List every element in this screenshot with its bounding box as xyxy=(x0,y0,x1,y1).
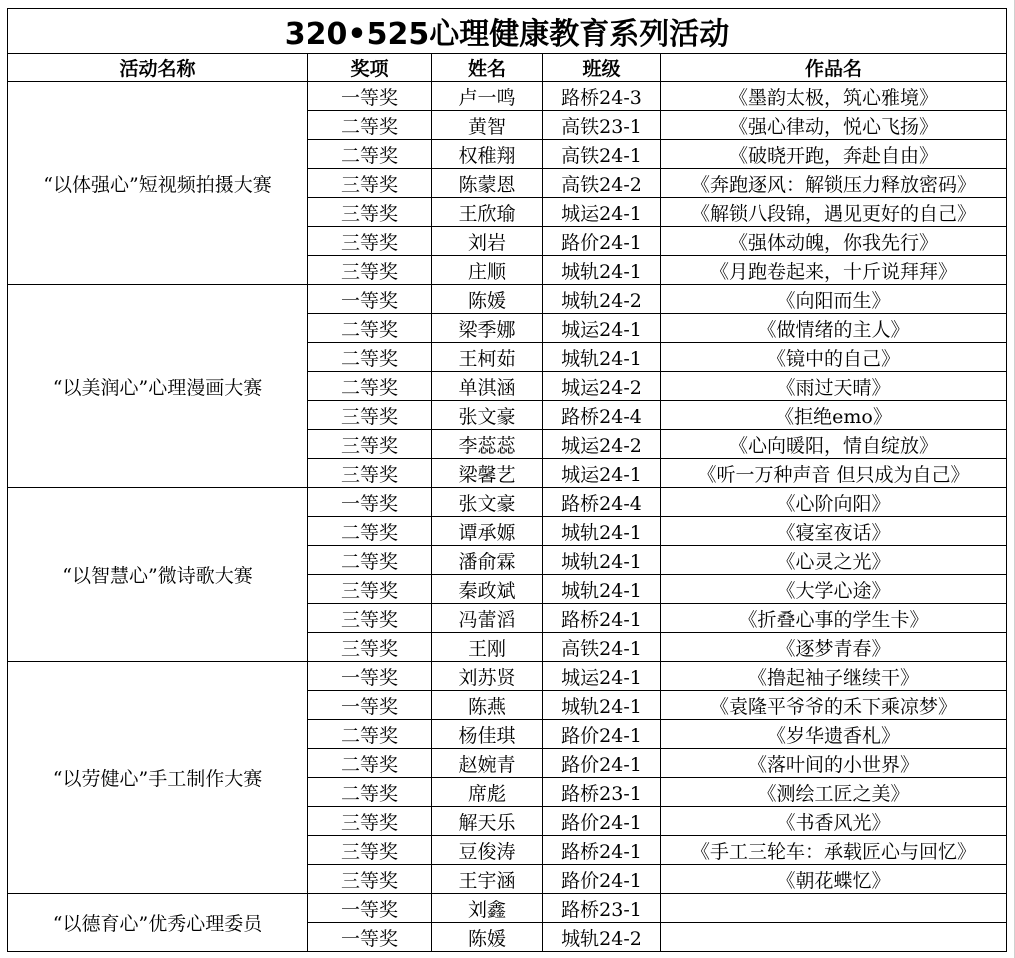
activity-name-cell[interactable]: “以体强心”短视频拍摄大赛 xyxy=(8,82,308,285)
name-cell[interactable]: 王欣瑜 xyxy=(432,198,543,227)
name-cell[interactable]: 刘鑫 xyxy=(432,894,543,923)
work-cell[interactable]: 《镜中的自己》 xyxy=(661,343,1007,372)
class-cell[interactable]: 城运24-1 xyxy=(543,662,661,691)
name-cell[interactable]: 卢一鸣 xyxy=(432,82,543,111)
name-cell[interactable]: 王宇涵 xyxy=(432,865,543,894)
table-row xyxy=(8,894,1007,923)
awards-table xyxy=(7,8,1007,952)
class-cell[interactable]: 城轨24-1 xyxy=(543,691,661,720)
work-cell[interactable]: 《书香风光》 xyxy=(661,807,1007,836)
class-cell[interactable]: 路桥24-1 xyxy=(543,836,661,865)
award-cell[interactable]: 三等奖 xyxy=(308,633,432,662)
award-cell[interactable]: 三等奖 xyxy=(308,575,432,604)
class-cell[interactable]: 路价24-1 xyxy=(543,807,661,836)
award-cell[interactable]: 二等奖 xyxy=(308,778,432,807)
name-cell[interactable]: 陈燕 xyxy=(432,691,543,720)
name-cell[interactable]: 李蕊蕊 xyxy=(432,430,543,459)
table-row xyxy=(8,285,1007,314)
award-cell[interactable]: 一等奖 xyxy=(308,488,432,517)
work-cell[interactable]: 《月跑卷起来，十斤说拜拜》 xyxy=(661,256,1007,285)
class-cell[interactable]: 路桥24-1 xyxy=(543,604,661,633)
award-cell[interactable]: 三等奖 xyxy=(308,198,432,227)
name-cell[interactable]: 谭承嫄 xyxy=(432,517,543,546)
table-row xyxy=(8,488,1007,517)
class-cell[interactable]: 城轨24-1 xyxy=(543,546,661,575)
work-cell[interactable]: 《解锁八段锦，遇见更好的自己》 xyxy=(661,198,1007,227)
award-cell[interactable]: 二等奖 xyxy=(308,720,432,749)
name-cell[interactable]: 张文豪 xyxy=(432,488,543,517)
work-cell[interactable]: 《岁华遗香札》 xyxy=(661,720,1007,749)
work-cell[interactable]: 《破晓开跑，奔赴自由》 xyxy=(661,140,1007,169)
name-cell[interactable]: 单淇涵 xyxy=(432,372,543,401)
award-cell[interactable]: 二等奖 xyxy=(308,343,432,372)
award-cell[interactable]: 一等奖 xyxy=(308,691,432,720)
name-cell[interactable]: 庄顺 xyxy=(432,256,543,285)
name-cell[interactable]: 席彪 xyxy=(432,778,543,807)
class-cell[interactable]: 路价24-1 xyxy=(543,227,661,256)
name-cell[interactable]: 王柯茹 xyxy=(432,343,543,372)
award-cell[interactable]: 一等奖 xyxy=(308,923,432,952)
name-cell[interactable]: 陈媛 xyxy=(432,923,543,952)
work-cell[interactable]: 《拒绝emo》 xyxy=(661,401,1007,430)
award-cell[interactable]: 二等奖 xyxy=(308,111,432,140)
name-cell[interactable]: 潘俞霖 xyxy=(432,546,543,575)
name-cell[interactable]: 冯蕾滔 xyxy=(432,604,543,633)
award-cell[interactable]: 三等奖 xyxy=(308,807,432,836)
class-cell[interactable]: 城运24-1 xyxy=(543,314,661,343)
work-cell[interactable]: 《强体动魄，你我先行》 xyxy=(661,227,1007,256)
work-cell[interactable]: 《大学心途》 xyxy=(661,575,1007,604)
class-cell[interactable]: 城轨24-1 xyxy=(543,517,661,546)
work-cell[interactable]: 《落叶间的小世界》 xyxy=(661,749,1007,778)
class-cell[interactable]: 城运24-2 xyxy=(543,430,661,459)
class-cell[interactable]: 高铁24-1 xyxy=(543,140,661,169)
work-cell[interactable]: 《心灵之光》 xyxy=(661,546,1007,575)
name-cell[interactable]: 梁季娜 xyxy=(432,314,543,343)
header-class[interactable]: 班级 xyxy=(543,54,661,82)
name-cell[interactable]: 杨佳琪 xyxy=(432,720,543,749)
name-cell[interactable]: 陈蒙恩 xyxy=(432,169,543,198)
class-cell[interactable]: 路桥24-4 xyxy=(543,401,661,430)
award-cell[interactable]: 二等奖 xyxy=(308,372,432,401)
table-row xyxy=(8,662,1007,691)
work-cell[interactable]: 《心阶向阳》 xyxy=(661,488,1007,517)
work-cell[interactable]: 《袁隆平爷爷的禾下乘凉梦》 xyxy=(661,691,1007,720)
award-cell[interactable]: 二等奖 xyxy=(308,314,432,343)
header-award[interactable]: 奖项 xyxy=(308,54,432,82)
award-cell[interactable]: 二等奖 xyxy=(308,749,432,778)
class-cell[interactable]: 路桥24-4 xyxy=(543,488,661,517)
award-cell[interactable]: 一等奖 xyxy=(308,894,432,923)
award-cell[interactable]: 一等奖 xyxy=(308,662,432,691)
class-cell[interactable]: 路价24-1 xyxy=(543,865,661,894)
work-cell[interactable]: 《寝室夜话》 xyxy=(661,517,1007,546)
activity-name-cell[interactable]: “以德育心”优秀心理委员 xyxy=(8,894,308,952)
award-cell[interactable]: 一等奖 xyxy=(308,82,432,111)
class-cell[interactable]: 城运24-1 xyxy=(543,198,661,227)
work-cell[interactable]: 《撸起袖子继续干》 xyxy=(661,662,1007,691)
work-cell[interactable]: 《强心律动，悦心飞扬》 xyxy=(661,111,1007,140)
work-cell[interactable]: 《折叠心事的学生卡》 xyxy=(661,604,1007,633)
name-cell[interactable]: 刘岩 xyxy=(432,227,543,256)
class-cell[interactable]: 路桥23-1 xyxy=(543,778,661,807)
name-cell[interactable]: 赵婉青 xyxy=(432,749,543,778)
work-cell[interactable]: 《测绘工匠之美》 xyxy=(661,778,1007,807)
table-row xyxy=(8,82,1007,111)
class-cell[interactable]: 城运24-2 xyxy=(543,372,661,401)
class-cell[interactable]: 路桥24-3 xyxy=(543,82,661,111)
class-cell[interactable]: 城运24-1 xyxy=(543,459,661,488)
work-cell[interactable]: 《向阳而生》 xyxy=(661,285,1007,314)
class-cell[interactable]: 城轨24-2 xyxy=(543,923,661,952)
class-cell[interactable]: 城轨24-1 xyxy=(543,343,661,372)
work-cell[interactable]: 《手工三轮车：承载匠心与回忆》 xyxy=(661,836,1007,865)
class-cell[interactable]: 城轨24-1 xyxy=(543,575,661,604)
work-cell[interactable] xyxy=(661,894,1007,923)
work-cell[interactable]: 《雨过天晴》 xyxy=(661,372,1007,401)
name-cell[interactable]: 权稚翔 xyxy=(432,140,543,169)
name-cell[interactable]: 刘苏贤 xyxy=(432,662,543,691)
name-cell[interactable]: 豆俊涛 xyxy=(432,836,543,865)
work-cell[interactable] xyxy=(661,923,1007,952)
name-cell[interactable]: 秦政斌 xyxy=(432,575,543,604)
name-cell[interactable]: 梁馨艺 xyxy=(432,459,543,488)
work-cell[interactable]: 《逐梦青春》 xyxy=(661,633,1007,662)
header-activity[interactable]: 活动名称 xyxy=(8,54,308,82)
work-cell[interactable]: 《听一万种声音 但只成为自己》 xyxy=(661,459,1007,488)
class-cell[interactable]: 高铁23-1 xyxy=(543,111,661,140)
page-title[interactable]: 320•525心理健康教育系列活动 xyxy=(8,9,1007,54)
class-cell[interactable]: 城轨24-2 xyxy=(543,285,661,314)
header-work[interactable]: 作品名 xyxy=(661,54,1007,82)
name-cell[interactable]: 王刚 xyxy=(432,633,543,662)
name-cell[interactable]: 陈媛 xyxy=(432,285,543,314)
class-cell[interactable]: 路价24-1 xyxy=(543,720,661,749)
award-cell[interactable]: 三等奖 xyxy=(308,169,432,198)
award-cell[interactable]: 三等奖 xyxy=(308,227,432,256)
award-cell[interactable]: 二等奖 xyxy=(308,140,432,169)
header-name[interactable]: 姓名 xyxy=(432,54,543,82)
name-cell[interactable]: 张文豪 xyxy=(432,401,543,430)
award-cell[interactable]: 三等奖 xyxy=(308,836,432,865)
award-cell[interactable]: 二等奖 xyxy=(308,517,432,546)
award-cell[interactable]: 二等奖 xyxy=(308,546,432,575)
name-cell[interactable]: 黄智 xyxy=(432,111,543,140)
work-cell[interactable]: 《奔跑逐风：解锁压力释放密码》 xyxy=(661,169,1007,198)
award-cell[interactable]: 三等奖 xyxy=(308,256,432,285)
activity-name-cell[interactable]: “以劳健心”手工制作大赛 xyxy=(8,662,308,894)
class-cell[interactable]: 高铁24-1 xyxy=(543,633,661,662)
class-cell[interactable]: 路桥23-1 xyxy=(543,894,661,923)
work-cell[interactable]: 《做情绪的主人》 xyxy=(661,314,1007,343)
name-cell[interactable]: 解天乐 xyxy=(432,807,543,836)
class-cell[interactable]: 城轨24-1 xyxy=(543,256,661,285)
award-cell[interactable]: 三等奖 xyxy=(308,459,432,488)
work-cell[interactable]: 《朝花蝶忆》 xyxy=(661,865,1007,894)
work-cell[interactable]: 《墨韵太极，筑心雅境》 xyxy=(661,82,1007,111)
work-cell[interactable]: 《心向暖阳，情自绽放》 xyxy=(661,430,1007,459)
class-cell[interactable]: 路价24-1 xyxy=(543,749,661,778)
activity-name-cell[interactable]: “以智慧心”微诗歌大赛 xyxy=(8,488,308,662)
award-cell[interactable]: 三等奖 xyxy=(308,401,432,430)
award-cell[interactable]: 三等奖 xyxy=(308,865,432,894)
class-cell[interactable]: 高铁24-2 xyxy=(543,169,661,198)
award-cell[interactable]: 三等奖 xyxy=(308,430,432,459)
activity-name-cell[interactable]: “以美润心”心理漫画大赛 xyxy=(8,285,308,488)
award-cell[interactable]: 三等奖 xyxy=(308,604,432,633)
award-cell[interactable]: 一等奖 xyxy=(308,285,432,314)
